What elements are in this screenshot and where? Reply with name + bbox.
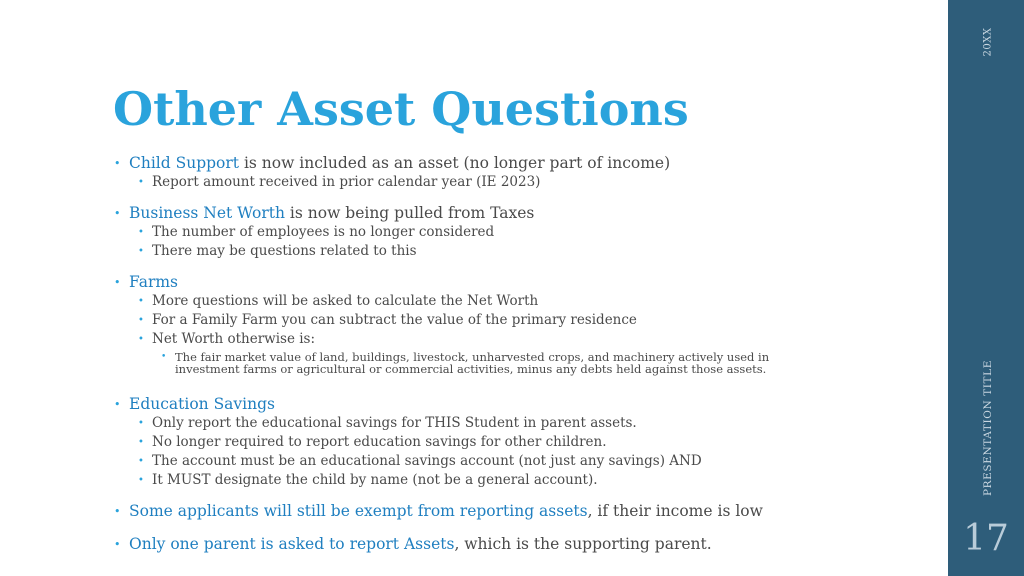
bullet-child-support <box>113 154 933 192</box>
bullet-highlight: Education Savings <box>129 395 276 413</box>
sub-bullet: • No longer required to report education savings for other children. <box>113 433 933 452</box>
sub-list <box>113 292 933 349</box>
sub-bullet: • Net Worth otherwise is: <box>113 330 933 349</box>
bullet-highlight: Child Support <box>129 154 240 172</box>
sub-bullet: • There may be questions related to this <box>113 242 933 261</box>
sub-list <box>113 173 933 192</box>
bullet-exempt <box>113 502 933 521</box>
bullet-education-savings <box>113 395 933 490</box>
bullet-text <box>113 273 933 292</box>
sub-bullet: • The number of employees is no longer considered <box>113 223 933 242</box>
sub-bullet: • For a Family Farm you can subtract the value of the primary residence <box>113 311 933 330</box>
presentation-title: PRESENTATION TITLE <box>982 360 994 496</box>
page-number: 17 <box>963 518 1009 559</box>
bullet-text <box>113 395 933 414</box>
sub-bullet: • Only report the educational savings for THIS Student in parent assets. <box>113 414 933 433</box>
bullet-rest: is now included as an asset (no longer part of income) <box>239 154 671 172</box>
bullet-text <box>113 502 933 521</box>
bullet-farms <box>113 273 933 375</box>
bullet-list <box>113 154 933 566</box>
bullet-text <box>113 535 933 554</box>
sub-bullet: • The account must be an educational savings account (not just any savings) AND <box>113 452 933 471</box>
bullet-rest: , which is the supporting parent. <box>454 535 712 553</box>
sub-list <box>113 223 933 261</box>
sub-bullet: • More questions will be asked to calculate the Net Worth <box>113 292 933 311</box>
bullet-highlight: Only one parent is asked to report Assets <box>129 535 455 553</box>
bullet-rest: is now being pulled from Taxes <box>285 204 535 222</box>
sub-bullet: • It MUST designate the child by name (not be a general account). <box>113 471 933 490</box>
bullet-one-parent <box>113 535 933 554</box>
bullet-text <box>113 154 933 173</box>
date-label: 20XX <box>982 27 994 57</box>
sidebar <box>948 0 1024 576</box>
bullet-text <box>113 204 933 223</box>
sub-list <box>113 414 933 490</box>
bullet-business-net-worth <box>113 204 933 261</box>
slide-title: Other Asset Questions <box>113 82 689 136</box>
bullet-highlight: Farms <box>129 273 179 291</box>
bullet-rest: , if their income is low <box>587 502 763 520</box>
bullet-highlight: Business Net Worth <box>129 204 285 222</box>
sub-sub-bullet: • The fair market value of land, buildings, livestock, unharvested crops, and machinery actively used in investment farms or agricultural or commercial activities, minus any debts held against those assets. <box>113 352 795 375</box>
bullet-highlight: Some applicants will still be exempt from reporting assets <box>129 502 588 520</box>
sub-bullet: • Report amount received in prior calendar year (IE 2023) <box>113 173 933 192</box>
